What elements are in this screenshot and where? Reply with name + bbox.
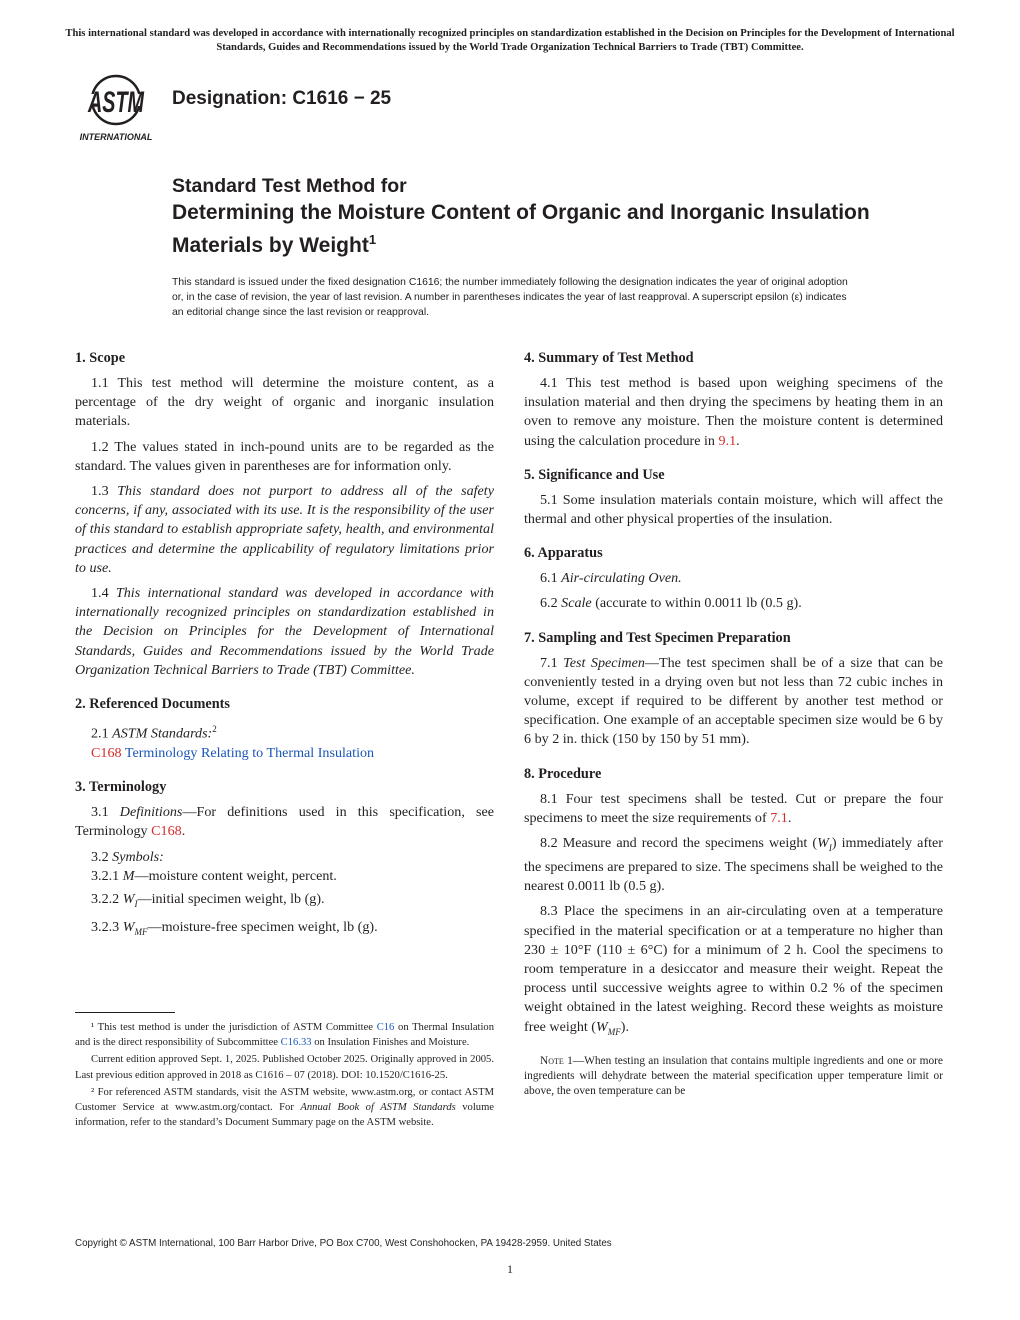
scope-1-1: 1.1 This test method will determine the moisture content, as a percentage of the dry weight of organic and inorganic insulation materials. xyxy=(75,375,494,430)
c168-link-code[interactable]: C168 xyxy=(91,744,122,761)
procedure-8-2-a: 8.2 Measure and record the specimens weight ( xyxy=(540,835,818,852)
scope-1-4: This international standard was developed in accordance with internationally recognized principles on standardization established in the Decision on Principles for the Development of International Standards, Guides and Recommendations issued by the World Trade Organization Technical Barriers to Trade (TBT) Committee. xyxy=(75,585,494,678)
section-summary xyxy=(524,348,943,451)
summary-heading: 4. Summary of Test Method xyxy=(524,350,694,366)
note-1-label: Note 1 xyxy=(540,1054,573,1067)
astm-logo xyxy=(76,72,160,146)
symbol-wi-def: —initial specimen weight, lb (g). xyxy=(137,890,325,907)
footnote-c16-link[interactable]: C16 xyxy=(376,1022,395,1033)
section-significance xyxy=(524,465,943,529)
terminology-heading: 3. Terminology xyxy=(75,779,167,796)
procedure-8-3-sub: MF xyxy=(607,1026,621,1037)
issuance-statement: This standard is issued under the fixed designation C1616; the number immediately following the designation indicates the year of original adoption or, in the case of revision, the year of last revision. A number in parentheses indicates the year of last reapproval. A superscript epsilon (ε) indicates an editorial change since the last revision or reapproval. xyxy=(172,277,848,318)
sampling-heading: 7. Sampling and Test Specimen Preparation xyxy=(524,629,791,646)
procedure-8-1: 8.1 Four test specimens shall be tested. Cut or prepare the four specimens to meet the size requirements of xyxy=(524,790,943,826)
apparatus-scale-text: (accurate to within 0.0011 lb (0.5 g). xyxy=(595,595,802,612)
significance-5-1: 5.1 Some insulation materials contain moisture, which will affect the thermal and other physical properties of the insulation. xyxy=(524,491,943,528)
apparatus-6-1-num: 6.1 xyxy=(540,570,558,587)
refdocs-footnote-mark[interactable]: 2 xyxy=(212,724,217,735)
title-line-2: Determining the Moisture Content of Organic and Inorganic Insulation Materials by Weight xyxy=(172,201,870,257)
section-procedure xyxy=(524,764,943,1100)
refdocs-label: ASTM Standards: xyxy=(112,725,213,742)
footnote-2-a: ² For referenced ASTM standards, visit the ASTM website, www.astm.org, or contact ASTM Customer Service at www.astm.org/contact. For xyxy=(75,1086,494,1114)
term-3-2-2-num: 3.2.2 xyxy=(91,890,120,907)
left-column xyxy=(75,348,494,956)
sampling-7-1-num: 7.1 xyxy=(540,654,558,671)
procedure-8-3-sym: W xyxy=(596,1018,608,1035)
footnote-1-b: on Thermal Insulation and is the direct responsibility of Subcommittee xyxy=(75,1022,495,1049)
scope-1-3-num: 1.3 xyxy=(91,483,109,500)
scope-1-2: 1.2 The values stated in inch-pound units are to be regarded as the standard. The values given in parentheses are for information only. xyxy=(75,438,494,474)
term-c168-ref[interactable]: C168 xyxy=(151,823,182,840)
designation: Designation: C1616 − 25 xyxy=(172,88,392,109)
footnote-2-book: Annual Book of ASTM Standards xyxy=(300,1102,456,1114)
term-definitions-text: —For definitions used in this specification, see Terminology xyxy=(75,804,494,840)
footnote-1-a: ¹ This test method is under the jurisdiction of ASTM Committee xyxy=(91,1022,374,1033)
apparatus-scale-label: Scale xyxy=(561,595,592,612)
intl-standard-notice: This international standard was developed in accordance with internationally recognized principles on standardization established in the Decision on Principles for the Development of International Standards, Guides and Recommendations issued by the World Trade Organization Technical Barriers to Trade (TBT) Committee. xyxy=(65,28,955,53)
copyright-line: Copyright © ASTM International, 100 Barr Harbor Drive, PO Box C700, West Conshohocken, PA 19428-2959. United States xyxy=(75,1238,612,1249)
section-apparatus xyxy=(524,543,943,613)
term-3-2-1-num: 3.2.1 xyxy=(91,867,120,884)
note-1-text: —When testing an insulation that contains multiple ingredients and one or more ingredients will dehydrate between the material specification upper temperature limit or above, the oven temperature can be xyxy=(524,1054,943,1098)
procedure-ref-7-1[interactable]: 7.1 xyxy=(770,809,788,826)
term-definitions-label: Definitions xyxy=(119,804,183,821)
procedure-8-2-sym: W xyxy=(817,835,829,852)
section-referenced-documents xyxy=(75,694,494,763)
footnote-c1633-link[interactable]: C16.33 xyxy=(280,1037,312,1049)
procedure-8-1-end: . xyxy=(787,809,792,826)
symbol-wmf-def: —moisture-free specimen weight, lb (g). xyxy=(147,918,378,935)
refdocs-heading: 2. Referenced Documents xyxy=(75,696,230,713)
procedure-8-3-b: ). xyxy=(620,1018,629,1035)
page-number: 1 xyxy=(507,1262,513,1276)
procedure-heading: 8. Procedure xyxy=(524,765,602,782)
procedure-8-2-b: ) immediately after the specimens are prepared to size. The specimens shall be weighed to the nearest 0.0011 lb (0.5 g). xyxy=(524,835,943,895)
summary-end: . xyxy=(736,432,740,449)
footnote-1-c: on Insulation Finishes and Moisture. xyxy=(314,1037,470,1049)
summary-4-1: 4.1 This test method is based upon weighing specimens of the insulation material and then drying the specimens by heating them in an oven to remove any moisture. Then the moisture content is determined using the calculation procedure in xyxy=(524,375,943,449)
term-symbols-label: Symbols: xyxy=(112,848,164,865)
svg-text:INTERNATIONAL: INTERNATIONAL xyxy=(79,132,153,142)
term-3-2-num: 3.2 xyxy=(91,848,109,865)
footnote-1-edition: Current edition approved Sept. 1, 2025. Published October 2025. Originally approved in 2005. Last previous edition approved in 2018 as C1616 – 07 (2018). DOI: 10.1520/C1616-25. xyxy=(75,1054,494,1081)
procedure-8-2-sub: I xyxy=(828,842,832,853)
symbol-wmf-sub: MF xyxy=(134,926,148,937)
title-footnote-mark[interactable]: 1 xyxy=(368,232,377,247)
symbol-wmf: W xyxy=(122,918,135,935)
symbol-m-def: —moisture content weight, percent. xyxy=(134,867,337,884)
symbol-wi-sub: I xyxy=(134,898,138,909)
term-3-2-3-num: 3.2.3 xyxy=(91,918,120,935)
c168-link-title[interactable]: Terminology Relating to Thermal Insulation xyxy=(124,744,375,761)
scope-1-3: This standard does not purport to address all of the safety concerns, if any, associated with its use. It is the responsibility of the user of this standard to establish appropriate safety, health, and environmental practices and determine the applicability of regulatory limitations prior to use. xyxy=(75,483,494,576)
right-column xyxy=(524,348,943,1113)
footnote-divider xyxy=(75,1012,175,1013)
scope-heading: 1. Scope xyxy=(75,350,126,366)
summary-ref-9-1[interactable]: 9.1 xyxy=(718,432,737,449)
procedure-8-3-a: 8.3 Place the specimens in an air-circulating oven at a temperature specified in the material specification or at a temperature no higher than 230 ± 10°F (110 ± 6°C) for a minimum of 2 h. Cool the specimens to room temperature in a desiccator and measure their weight. Repeat the process until successive weights agree to within 0.2 % of the specimen weight obtained in the latest weighing. Record these weights as moisture free weight ( xyxy=(524,903,943,1035)
symbol-wi: W xyxy=(122,890,135,907)
section-terminology: 3. Terminology 3.1 Definitions—For definitions used in this specification, see Terminology C168. 3.2 Symbols: 3.2.1 M—moisture content weight, percent. 3.2.2 $W_I—initial$ specimen weight, lb (g). 3.2.3 $W_{MF}—moisture$-free specimen weight, lb (g). xyxy=(75,779,494,937)
document-title xyxy=(172,173,892,259)
title-line-1: Standard Test Method for xyxy=(172,175,407,197)
apparatus-heading: 6. Apparatus xyxy=(524,545,603,562)
term-3-1-num: 3.1 xyxy=(91,804,109,821)
apparatus-6-2-num: 6.2 xyxy=(540,595,558,612)
scope-1-4-num: 1.4 xyxy=(91,585,109,602)
refdocs-2-1-num: 2.1 xyxy=(91,725,109,742)
footnote-2-b: volume information, refer to the standard’s Document Summary page on the ASTM website. xyxy=(75,1102,495,1129)
section-sampling xyxy=(524,628,943,750)
symbol-m: M xyxy=(122,867,135,884)
footnotes xyxy=(75,1020,494,1132)
svg-text:ASTM: ASTM xyxy=(87,86,145,119)
sampling-text: —The test specimen shall be of a size that can be conveniently tested in a drying oven but not less than 72 cubic inches in volume, except if required to be different by another test method or specification. One example of an acceptable specimen size would be 6 by 6 by 2 in. thick (150 by 150 by 51 mm). xyxy=(524,654,943,748)
significance-heading: 5. Significance and Use xyxy=(524,466,665,483)
sampling-label: Test Specimen xyxy=(563,654,645,671)
apparatus-oven: Air-circulating Oven. xyxy=(561,570,682,587)
section-scope xyxy=(75,348,494,680)
